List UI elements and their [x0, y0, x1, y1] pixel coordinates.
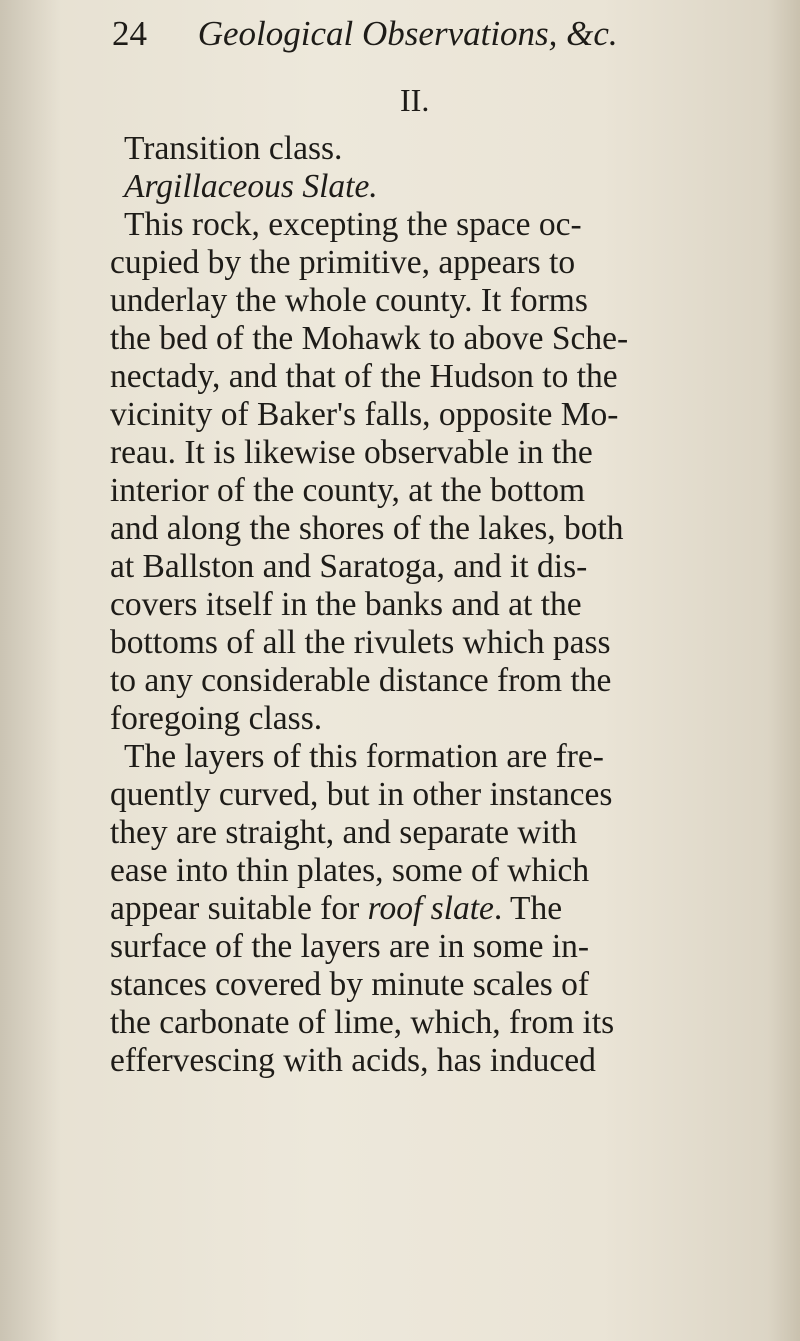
- text-line: effervescing with acids, has induced: [110, 1042, 596, 1079]
- page-gutter-shadow: [0, 0, 60, 1341]
- text-line: stances covered by minute scales of: [110, 966, 590, 1003]
- text-line: the bed of the Mohawk to above Sche-: [110, 320, 629, 357]
- running-title: Geological Observations, &c.: [197, 14, 618, 53]
- text-line: reau. It is likewise observable in the: [110, 434, 593, 471]
- text-line: vicinity of Baker's falls, opposite Mo-: [110, 396, 619, 433]
- text-segment: . The: [493, 890, 563, 927]
- text-line: underlay the whole county. It forms: [110, 282, 588, 319]
- text-line: [110, 890, 790, 928]
- text-line: foregoing class.: [110, 700, 323, 737]
- body-text: [110, 130, 790, 1080]
- text-line: surface of the layers are in some in-: [110, 928, 590, 965]
- italic-term: roof slate: [367, 890, 494, 927]
- text-line: bottoms of all the rivulets which pass: [110, 624, 611, 661]
- text-line: quently curved, but in other instances: [110, 776, 613, 813]
- text-line: ease into thin plates, some of which: [110, 852, 590, 889]
- text-line: they are straight, and separate with: [110, 814, 577, 851]
- section-number: II.: [400, 82, 430, 118]
- text-segment: appear suitable for: [110, 890, 368, 927]
- text-line: nectady, and that of the Hudson to the: [110, 358, 618, 395]
- text-line: Transition class.: [124, 130, 343, 167]
- text-line: cupied by the primitive, appears to: [110, 244, 576, 281]
- text-line: and along the shores of the lakes, both: [110, 510, 624, 547]
- text-line: the carbonate of lime, which, from its: [110, 1004, 615, 1041]
- text-line: Argillaceous Slate.: [124, 168, 378, 205]
- text-line: at Ballston and Saratoga, and it dis-: [110, 548, 588, 585]
- text-line: This rock, excepting the space oc-: [124, 206, 582, 243]
- text-line: The layers of this formation are fre-: [124, 738, 604, 775]
- running-head: [112, 14, 618, 54]
- text-line: covers itself in the banks and at the: [110, 586, 582, 623]
- text-line: to any considerable distance from the: [110, 662, 612, 699]
- page-number: 24: [112, 14, 147, 53]
- text-line: interior of the county, at the bottom: [110, 472, 586, 509]
